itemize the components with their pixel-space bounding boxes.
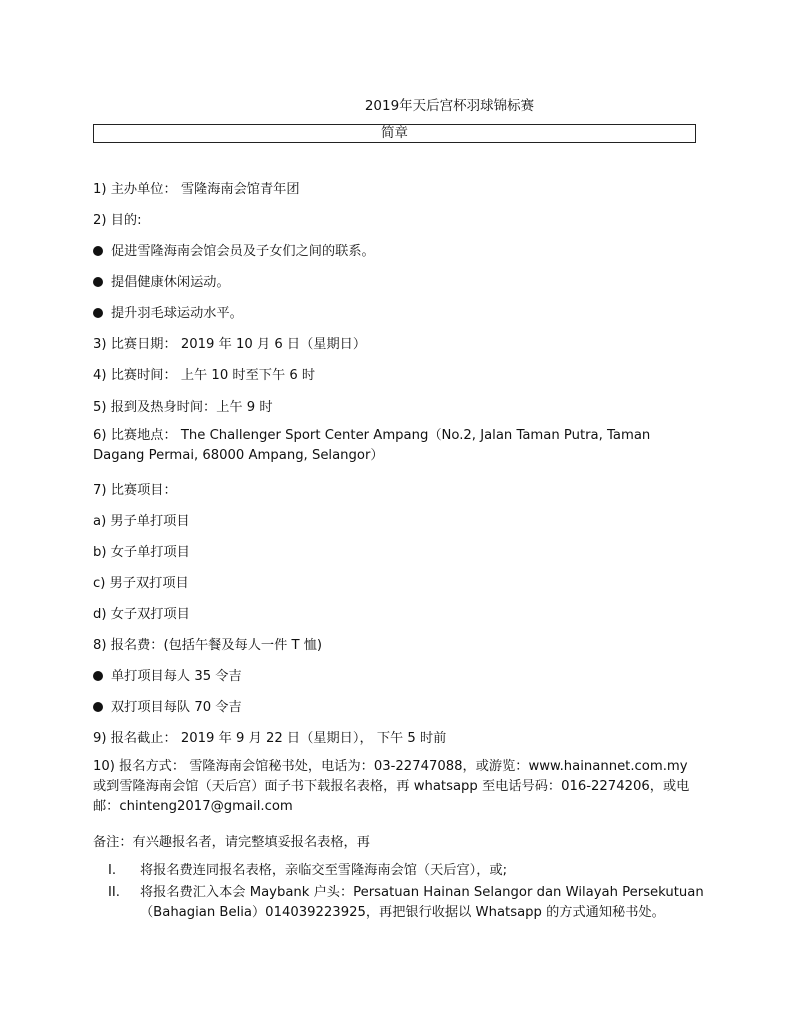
list-text: 将报名费连同报名表格，亲临交至雪隆海南会馆（天后宫），或; <box>140 863 508 878</box>
time-line: 4) 比赛时间： 上午 10 时至下午 6 时 <box>93 368 316 383</box>
bullet-text: 双打项目每队 70 令吉 <box>111 700 242 715</box>
events-heading: 7) 比赛项目： <box>93 483 177 498</box>
fee-bullet <box>93 665 242 684</box>
bullet-icon <box>93 277 103 287</box>
event-item: c) 男子双打项目 <box>93 576 189 591</box>
deadline-line: 9) 报名截止： 2019 年 9 月 22 日（星期日）， 下午 5 时前 <box>93 731 447 746</box>
bullet-icon <box>93 671 103 681</box>
list-number: II. <box>108 885 120 900</box>
bullet-text: 促进雪隆海南会馆会员及子女们之间的联系。 <box>111 244 375 259</box>
document-title: 2019年天后宫杯羽球锦标赛 <box>364 98 535 114</box>
bullet-icon <box>93 702 103 712</box>
purpose-heading: 2) 目的: <box>93 213 142 228</box>
note-line: 备注：有兴趣报名者，请完整填妥报名表格，再 <box>93 835 370 850</box>
purpose-bullet <box>93 240 375 259</box>
checkin-line: 5) 报到及热身时间：上午 9 时 <box>93 400 273 415</box>
bullet-icon <box>93 246 103 256</box>
event-item: d) 女子双打项目 <box>93 607 190 622</box>
bullet-text: 单打项目每人 35 令吉 <box>111 669 242 684</box>
purpose-bullet <box>93 271 230 290</box>
bullet-text: 提倡健康休闲运动。 <box>111 275 230 290</box>
list-number: I. <box>108 863 117 878</box>
method-line: 10) 报名方式： 雪隆海南会馆秘书处，电话为：03-22747088，或游览：www.hainannet.com.my 或到雪隆海南会馆（天后宫）面子书下载报名表格，再 whatsapp 至电话号码：016-2274206，或电邮：chinteng2017@gmail.com <box>93 759 690 814</box>
venue-line: 6) 比赛地点： The Challenger Sport Center Ampang（No.2, Jalan Taman Putra, Taman Dagang Permai, 68000 Ampang, Selangor） <box>93 428 651 463</box>
section-header-box: 简章 <box>93 124 696 143</box>
bullet-text: 提升羽毛球运动水平。 <box>111 306 243 321</box>
purpose-bullet <box>93 302 243 321</box>
fee-heading: 8) 报名费：(包括午餐及每人一件 T 恤) <box>93 638 323 653</box>
fee-bullet <box>93 696 242 715</box>
event-item: b) 女子单打项目 <box>93 545 190 560</box>
organizer-line: 1) 主办单位： 雪隆海南会馆青年团 <box>93 182 300 197</box>
bullet-icon <box>93 308 103 318</box>
event-item: a) 男子单打项目 <box>93 514 190 529</box>
date-line: 3) 比赛日期： 2019 年 10 月 6 日（星期日） <box>93 337 367 352</box>
list-text: 将报名费汇入本会 Maybank 户头：Persatuan Hainan Selangor dan Wilayah Persekutuan（Bahagian Belia）014039223925，再把银行收据以 Whatsapp 的方式通知秘书处。 <box>140 885 704 920</box>
